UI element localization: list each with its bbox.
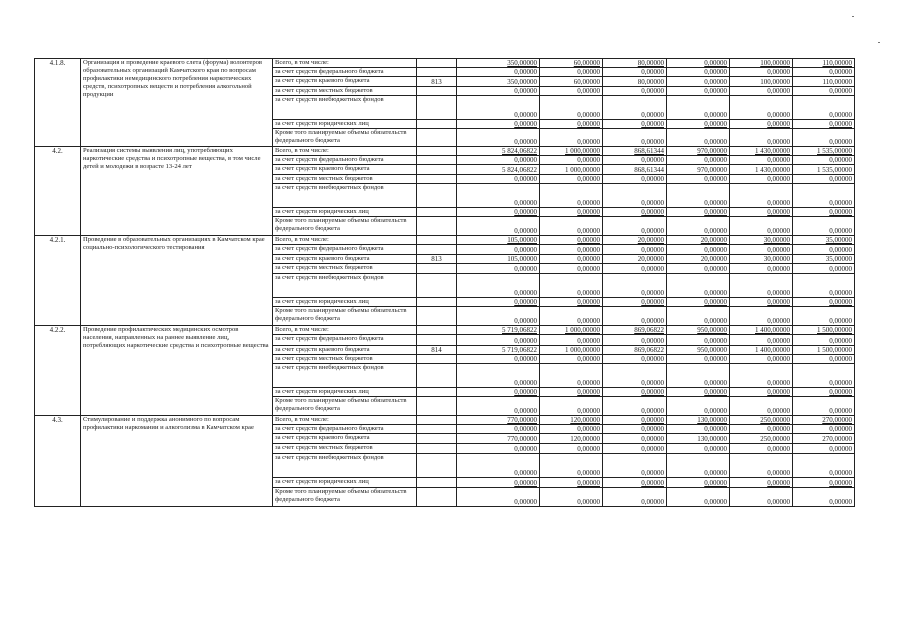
funding-source: за счет средств федерального бюджета bbox=[273, 425, 417, 434]
amount-cell: 0,00000 bbox=[793, 488, 855, 507]
amount-cell: 0,00000 bbox=[793, 156, 855, 165]
amount-cell: 0,00000 bbox=[667, 245, 730, 255]
amount-cell: 0,00000 bbox=[540, 264, 603, 274]
amount-cell: 0,00000 bbox=[793, 388, 855, 397]
amount-cell: 0,00000 bbox=[603, 245, 667, 255]
amount-cell: 0,00000 bbox=[730, 120, 793, 129]
amount-cell: 0,00000 bbox=[730, 397, 793, 416]
amount-cell: 0,00000 bbox=[730, 68, 793, 77]
table-row bbox=[35, 326, 855, 335]
amount-cell: 0,00000 bbox=[603, 364, 667, 388]
amount-cell: 0,00000 bbox=[540, 298, 603, 307]
amount-cell: 0,00000 bbox=[793, 245, 855, 255]
amount-cell: 0,00000 bbox=[457, 87, 540, 96]
amount-cell: 5 824,06822 bbox=[457, 165, 540, 175]
amount-cell: 0,00000 bbox=[730, 444, 793, 454]
amount-cell: 0,00000 bbox=[667, 364, 730, 388]
funding-source: Всего, в том числе: bbox=[273, 236, 417, 245]
table-row bbox=[35, 236, 855, 245]
amount-cell: 0,00000 bbox=[730, 425, 793, 434]
grbs-code bbox=[417, 175, 457, 184]
amount-cell: 0,00000 bbox=[793, 96, 855, 120]
amount-cell: 0,00000 bbox=[457, 129, 540, 147]
grbs-code: 813 bbox=[417, 255, 457, 264]
amount-cell: 105,00000 bbox=[457, 255, 540, 264]
amount-cell: 0,00000 bbox=[730, 184, 793, 208]
grbs-code bbox=[417, 59, 457, 68]
amount-cell: 970,00000 bbox=[667, 147, 730, 156]
amount-cell: 270,00000 bbox=[793, 416, 855, 425]
funding-source: за счет средств краевого бюджета bbox=[273, 346, 417, 355]
grbs-code bbox=[417, 120, 457, 129]
amount-cell: 20,00000 bbox=[603, 236, 667, 245]
item-code: 4.2.1. bbox=[35, 236, 81, 326]
amount-cell: 0,00000 bbox=[730, 355, 793, 364]
amount-cell: 0,00000 bbox=[667, 87, 730, 96]
amount-cell: 0,00000 bbox=[793, 68, 855, 77]
grbs-code bbox=[417, 416, 457, 425]
amount-cell: 35,00000 bbox=[793, 255, 855, 264]
grbs-code bbox=[417, 184, 457, 208]
amount-cell: 0,00000 bbox=[540, 307, 603, 326]
funding-source: за счет средств внебюджетных фондов bbox=[273, 184, 417, 208]
amount-cell: 0,00000 bbox=[540, 68, 603, 77]
item-name: Реализация системы выявления лиц, употребляющих наркотические средства и психотропные вещества, в том числе детей и молодежи в возрасте 13-24 лет bbox=[81, 147, 273, 236]
amount-cell: 20,00000 bbox=[667, 255, 730, 264]
amount-cell: 0,00000 bbox=[540, 120, 603, 129]
amount-cell: 0,00000 bbox=[667, 120, 730, 129]
amount-cell: 0,00000 bbox=[457, 364, 540, 388]
amount-cell: 0,00000 bbox=[603, 425, 667, 434]
amount-cell: 0,00000 bbox=[603, 175, 667, 184]
funding-source: за счет средств местных бюджетов bbox=[273, 175, 417, 184]
amount-cell: 0,00000 bbox=[793, 298, 855, 307]
funding-source: за счет средств юридических лиц bbox=[273, 208, 417, 217]
amount-cell: 1 000,00000 bbox=[540, 326, 603, 335]
amount-cell: 0,00000 bbox=[457, 156, 540, 165]
amount-cell: 869,06822 bbox=[603, 326, 667, 335]
amount-cell: 0,00000 bbox=[457, 120, 540, 129]
grbs-code bbox=[417, 208, 457, 217]
funding-source: за счет средств федерального бюджета bbox=[273, 335, 417, 346]
amount-cell: 5 824,06822 bbox=[457, 147, 540, 156]
amount-cell: 1 500,00000 bbox=[793, 346, 855, 355]
funding-source: за счет средств юридических лиц bbox=[273, 478, 417, 488]
grbs-code bbox=[417, 388, 457, 397]
amount-cell: 0,00000 bbox=[667, 175, 730, 184]
amount-cell: 0,00000 bbox=[793, 478, 855, 488]
amount-cell: 970,00000 bbox=[667, 165, 730, 175]
program-funding-table bbox=[34, 58, 855, 507]
amount-cell: 0,00000 bbox=[667, 388, 730, 397]
amount-cell: 35,00000 bbox=[793, 236, 855, 245]
amount-cell: 0,00000 bbox=[603, 416, 667, 425]
grbs-code bbox=[417, 434, 457, 444]
amount-cell: 1 500,00000 bbox=[793, 326, 855, 335]
grbs-code bbox=[417, 355, 457, 364]
amount-cell: 0,00000 bbox=[457, 298, 540, 307]
grbs-code bbox=[417, 307, 457, 326]
amount-cell: 0,00000 bbox=[457, 388, 540, 397]
amount-cell: 0,00000 bbox=[540, 184, 603, 208]
amount-cell: 0,00000 bbox=[667, 454, 730, 478]
amount-cell: 0,00000 bbox=[603, 388, 667, 397]
amount-cell: 0,00000 bbox=[793, 120, 855, 129]
amount-cell: 0,00000 bbox=[540, 488, 603, 507]
amount-cell: 0,00000 bbox=[603, 87, 667, 96]
amount-cell: 0,00000 bbox=[603, 397, 667, 416]
amount-cell: 0,00000 bbox=[730, 208, 793, 217]
grbs-code bbox=[417, 245, 457, 255]
amount-cell: 868,61344 bbox=[603, 165, 667, 175]
item-code: 4.2. bbox=[35, 147, 81, 236]
amount-cell: 0,00000 bbox=[457, 355, 540, 364]
amount-cell: 0,00000 bbox=[540, 454, 603, 478]
funding-source: за счет средств федерального бюджета bbox=[273, 156, 417, 165]
amount-cell: 0,00000 bbox=[457, 96, 540, 120]
amount-cell: 0,00000 bbox=[667, 129, 730, 147]
amount-cell: 100,00000 bbox=[730, 77, 793, 87]
grbs-code bbox=[417, 335, 457, 346]
grbs-code bbox=[417, 397, 457, 416]
amount-cell: 0,00000 bbox=[793, 454, 855, 478]
funding-source: за счет средств внебюджетных фондов bbox=[273, 274, 417, 298]
amount-cell: 0,00000 bbox=[793, 444, 855, 454]
amount-cell: 0,00000 bbox=[603, 68, 667, 77]
grbs-code: 813 bbox=[417, 77, 457, 87]
amount-cell: 0,00000 bbox=[603, 478, 667, 488]
amount-cell: 0,00000 bbox=[457, 208, 540, 217]
amount-cell: 0,00000 bbox=[540, 175, 603, 184]
amount-cell: 0,00000 bbox=[603, 355, 667, 364]
amount-cell: 0,00000 bbox=[793, 397, 855, 416]
funding-source: за счет средств краевого бюджета bbox=[273, 165, 417, 175]
funding-source: Кроме того планируемые объемы обязательств федерального бюджета bbox=[273, 488, 417, 507]
amount-cell: 0,00000 bbox=[457, 175, 540, 184]
amount-cell: 0,00000 bbox=[457, 444, 540, 454]
amount-cell: 0,00000 bbox=[667, 96, 730, 120]
grbs-code bbox=[417, 217, 457, 236]
amount-cell: 0,00000 bbox=[730, 488, 793, 507]
amount-cell: 0,00000 bbox=[540, 255, 603, 264]
item-name: Проведение в образовательных организациях в Камчатском крае социально-психологического тестирования bbox=[81, 236, 273, 326]
amount-cell: 0,00000 bbox=[793, 264, 855, 274]
amount-cell: 110,00000 bbox=[793, 77, 855, 87]
amount-cell: 0,00000 bbox=[730, 175, 793, 184]
grbs-code bbox=[417, 156, 457, 165]
grbs-code bbox=[417, 326, 457, 335]
amount-cell: 0,00000 bbox=[667, 355, 730, 364]
amount-cell: 0,00000 bbox=[730, 274, 793, 298]
amount-cell: 350,00000 bbox=[457, 77, 540, 87]
grbs-code bbox=[417, 454, 457, 478]
amount-cell: 0,00000 bbox=[793, 208, 855, 217]
amount-cell: 0,00000 bbox=[457, 335, 540, 346]
amount-cell: 0,00000 bbox=[730, 307, 793, 326]
amount-cell: 0,00000 bbox=[457, 478, 540, 488]
amount-cell: 0,00000 bbox=[793, 364, 855, 388]
amount-cell: 0,00000 bbox=[667, 425, 730, 434]
grbs-code bbox=[417, 236, 457, 245]
amount-cell: 0,00000 bbox=[457, 425, 540, 434]
amount-cell: 105,00000 bbox=[457, 236, 540, 245]
amount-cell: 0,00000 bbox=[603, 454, 667, 478]
amount-cell: 0,00000 bbox=[667, 77, 730, 87]
amount-cell: 0,00000 bbox=[603, 488, 667, 507]
amount-cell: 0,00000 bbox=[603, 217, 667, 236]
amount-cell: 0,00000 bbox=[667, 298, 730, 307]
amount-cell: 0,00000 bbox=[603, 335, 667, 346]
grbs-code bbox=[417, 298, 457, 307]
amount-cell: 0,00000 bbox=[730, 478, 793, 488]
amount-cell: 250,00000 bbox=[730, 434, 793, 444]
amount-cell: 0,00000 bbox=[793, 425, 855, 434]
amount-cell: 20,00000 bbox=[667, 236, 730, 245]
funding-source: за счет средств юридических лиц bbox=[273, 388, 417, 397]
amount-cell: 869,06822 bbox=[603, 346, 667, 355]
amount-cell: 1 400,00000 bbox=[730, 346, 793, 355]
amount-cell: 1 000,00000 bbox=[540, 165, 603, 175]
amount-cell: 20,00000 bbox=[603, 255, 667, 264]
amount-cell: 0,00000 bbox=[793, 355, 855, 364]
grbs-code bbox=[417, 425, 457, 434]
amount-cell: 0,00000 bbox=[603, 96, 667, 120]
funding-source: за счет средств местных бюджетов bbox=[273, 87, 417, 96]
amount-cell: 120,00000 bbox=[540, 416, 603, 425]
grbs-code bbox=[417, 264, 457, 274]
amount-cell: 5 719,06822 bbox=[457, 326, 540, 335]
amount-cell: 0,00000 bbox=[457, 274, 540, 298]
amount-cell: 0,00000 bbox=[730, 129, 793, 147]
amount-cell: 868,61344 bbox=[603, 147, 667, 156]
amount-cell: 0,00000 bbox=[667, 264, 730, 274]
amount-cell: 0,00000 bbox=[793, 184, 855, 208]
amount-cell: 0,00000 bbox=[793, 175, 855, 184]
grbs-code bbox=[417, 96, 457, 120]
item-name: Проведение профилактических медицинских осмотров населения, направленных на раннее выявление лиц, потребляющих наркотические средства и психотропные вещества bbox=[81, 326, 273, 416]
amount-cell: 0,00000 bbox=[730, 87, 793, 96]
amount-cell: 80,00000 bbox=[603, 77, 667, 87]
amount-cell: 0,00000 bbox=[603, 184, 667, 208]
amount-cell: 0,00000 bbox=[603, 129, 667, 147]
amount-cell: 0,00000 bbox=[540, 245, 603, 255]
amount-cell: 1 535,00000 bbox=[793, 147, 855, 156]
amount-cell: 0,00000 bbox=[540, 444, 603, 454]
amount-cell: 0,00000 bbox=[540, 274, 603, 298]
amount-cell: 120,00000 bbox=[540, 434, 603, 444]
amount-cell: 0,00000 bbox=[603, 307, 667, 326]
amount-cell: 250,00000 bbox=[730, 416, 793, 425]
grbs-code bbox=[417, 364, 457, 388]
grbs-code bbox=[417, 129, 457, 147]
item-code: 4.3. bbox=[35, 416, 81, 507]
amount-cell: 0,00000 bbox=[667, 444, 730, 454]
amount-cell: 0,00000 bbox=[730, 264, 793, 274]
amount-cell: 0,00000 bbox=[540, 335, 603, 346]
amount-cell: 0,00000 bbox=[603, 208, 667, 217]
amount-cell: 0,00000 bbox=[603, 264, 667, 274]
amount-cell: 60,00000 bbox=[540, 77, 603, 87]
table-row bbox=[35, 59, 855, 68]
grbs-code bbox=[417, 488, 457, 507]
amount-cell: 60,00000 bbox=[540, 59, 603, 68]
amount-cell: 0,00000 bbox=[540, 156, 603, 165]
amount-cell: 0,00000 bbox=[667, 156, 730, 165]
amount-cell: 0,00000 bbox=[540, 425, 603, 434]
amount-cell: 0,00000 bbox=[540, 478, 603, 488]
amount-cell: 0,00000 bbox=[603, 444, 667, 454]
amount-cell: 0,00000 bbox=[667, 59, 730, 68]
amount-cell: 0,00000 bbox=[540, 388, 603, 397]
amount-cell: 0,00000 bbox=[730, 388, 793, 397]
amount-cell: 5 719,06822 bbox=[457, 346, 540, 355]
amount-cell: 0,00000 bbox=[730, 335, 793, 346]
grbs-code bbox=[417, 444, 457, 454]
amount-cell: 0,00000 bbox=[457, 68, 540, 77]
item-code: 4.1.8. bbox=[35, 59, 81, 147]
amount-cell: 110,00000 bbox=[793, 59, 855, 68]
amount-cell: 0,00000 bbox=[540, 397, 603, 416]
item-name: Организация и проведение краевого слета (форума) волонтеров образовательных организаций Камчатского края по вопросам профилактики немедицинского потребления наркотических средств, психотропных веществ и потребления алкогольной продукции bbox=[81, 59, 273, 147]
amount-cell: 0,00000 bbox=[793, 274, 855, 298]
grbs-code: 814 bbox=[417, 346, 457, 355]
amount-cell: 0,00000 bbox=[603, 156, 667, 165]
amount-cell: 0,00000 bbox=[457, 245, 540, 255]
amount-cell: 950,00000 bbox=[667, 346, 730, 355]
amount-cell: 0,00000 bbox=[667, 335, 730, 346]
amount-cell: 0,00000 bbox=[793, 307, 855, 326]
amount-cell: 0,00000 bbox=[730, 364, 793, 388]
funding-source: за счет средств федерального бюджета bbox=[273, 245, 417, 255]
funding-source: за счет средств юридических лиц bbox=[273, 120, 417, 129]
amount-cell: 0,00000 bbox=[457, 488, 540, 507]
funding-source: за счет средств федерального бюджета bbox=[273, 68, 417, 77]
scan-speck bbox=[878, 42, 880, 43]
amount-cell: 770,00000 bbox=[457, 416, 540, 425]
grbs-code bbox=[417, 87, 457, 96]
funding-source: за счет средств местных бюджетов bbox=[273, 355, 417, 364]
amount-cell: 0,00000 bbox=[667, 478, 730, 488]
funding-source: за счет средств местных бюджетов bbox=[273, 444, 417, 454]
amount-cell: 0,00000 bbox=[730, 217, 793, 236]
amount-cell: 0,00000 bbox=[603, 298, 667, 307]
amount-cell: 80,00000 bbox=[603, 59, 667, 68]
amount-cell: 0,00000 bbox=[457, 264, 540, 274]
amount-cell: 0,00000 bbox=[793, 217, 855, 236]
amount-cell: 1 000,00000 bbox=[540, 147, 603, 156]
amount-cell: 0,00000 bbox=[540, 217, 603, 236]
funding-source: за счет средств местных бюджетов bbox=[273, 264, 417, 274]
amount-cell: 0,00000 bbox=[457, 397, 540, 416]
amount-cell: 0,00000 bbox=[793, 335, 855, 346]
funding-source: за счет средств краевого бюджета bbox=[273, 434, 417, 444]
amount-cell: 0,00000 bbox=[540, 364, 603, 388]
table-row bbox=[35, 416, 855, 425]
item-name: Стимулирование и поддержка анонимного по вопросам профилактики наркомании и алкоголизма в Камчатском крае bbox=[81, 416, 273, 507]
scan-speck bbox=[852, 16, 854, 17]
amount-cell: 0,00000 bbox=[793, 87, 855, 96]
funding-source: за счет средств краевого бюджета bbox=[273, 255, 417, 264]
amount-cell: 0,00000 bbox=[457, 307, 540, 326]
funding-source: Кроме того планируемые объемы обязательств федерального бюджета bbox=[273, 397, 417, 416]
amount-cell: 30,00000 bbox=[730, 236, 793, 245]
funding-source: Кроме того планируемые объемы обязательств федерального бюджета bbox=[273, 129, 417, 147]
funding-source: за счет средств внебюджетных фондов bbox=[273, 454, 417, 478]
amount-cell: 0,00000 bbox=[730, 454, 793, 478]
grbs-code bbox=[417, 68, 457, 77]
amount-cell: 0,00000 bbox=[603, 274, 667, 298]
grbs-code bbox=[417, 478, 457, 488]
amount-cell: 1 535,00000 bbox=[793, 165, 855, 175]
funding-source: Всего, в том числе: bbox=[273, 59, 417, 68]
amount-cell: 30,00000 bbox=[730, 255, 793, 264]
amount-cell: 0,00000 bbox=[667, 274, 730, 298]
amount-cell: 270,00000 bbox=[793, 434, 855, 444]
funding-source: Всего, в том числе: bbox=[273, 416, 417, 425]
amount-cell: 0,00000 bbox=[667, 307, 730, 326]
amount-cell: 130,00000 bbox=[667, 416, 730, 425]
amount-cell: 350,00000 bbox=[457, 59, 540, 68]
amount-cell: 0,00000 bbox=[793, 129, 855, 147]
amount-cell: 1 430,00000 bbox=[730, 147, 793, 156]
amount-cell: 0,00000 bbox=[540, 129, 603, 147]
amount-cell: 1 400,00000 bbox=[730, 326, 793, 335]
grbs-code bbox=[417, 147, 457, 156]
amount-cell: 0,00000 bbox=[603, 120, 667, 129]
amount-cell: 0,00000 bbox=[730, 245, 793, 255]
amount-cell: 0,00000 bbox=[667, 184, 730, 208]
amount-cell: 0,00000 bbox=[667, 68, 730, 77]
amount-cell: 1 000,00000 bbox=[540, 346, 603, 355]
funding-source: за счет средств юридических лиц bbox=[273, 298, 417, 307]
amount-cell: 0,00000 bbox=[540, 236, 603, 245]
funding-source: за счет средств внебюджетных фондов bbox=[273, 96, 417, 120]
grbs-code bbox=[417, 165, 457, 175]
amount-cell: 0,00000 bbox=[667, 217, 730, 236]
grbs-code bbox=[417, 274, 457, 298]
amount-cell: 0,00000 bbox=[603, 434, 667, 444]
amount-cell: 0,00000 bbox=[540, 355, 603, 364]
amount-cell: 0,00000 bbox=[730, 96, 793, 120]
amount-cell: 770,00000 bbox=[457, 434, 540, 444]
amount-cell: 0,00000 bbox=[457, 184, 540, 208]
amount-cell: 130,00000 bbox=[667, 434, 730, 444]
amount-cell: 950,00000 bbox=[667, 326, 730, 335]
funding-source: Всего, в том числе: bbox=[273, 326, 417, 335]
amount-cell: 1 430,00000 bbox=[730, 165, 793, 175]
funding-source: Всего, в том числе: bbox=[273, 147, 417, 156]
amount-cell: 0,00000 bbox=[667, 208, 730, 217]
amount-cell: 0,00000 bbox=[457, 217, 540, 236]
funding-source: Кроме того планируемые объемы обязательств федерального бюджета bbox=[273, 307, 417, 326]
amount-cell: 0,00000 bbox=[667, 397, 730, 416]
item-code: 4.2.2. bbox=[35, 326, 81, 416]
amount-cell: 0,00000 bbox=[540, 96, 603, 120]
amount-cell: 0,00000 bbox=[457, 454, 540, 478]
funding-source: за счет средств краевого бюджета bbox=[273, 77, 417, 87]
amount-cell: 0,00000 bbox=[540, 208, 603, 217]
amount-cell: 0,00000 bbox=[730, 298, 793, 307]
table-row bbox=[35, 147, 855, 156]
amount-cell: 0,00000 bbox=[730, 156, 793, 165]
amount-cell: 0,00000 bbox=[667, 488, 730, 507]
amount-cell: 100,00000 bbox=[730, 59, 793, 68]
funding-source: за счет средств внебюджетных фондов bbox=[273, 364, 417, 388]
amount-cell: 0,00000 bbox=[540, 87, 603, 96]
funding-source: Кроме того планируемые объемы обязательств федерального бюджета bbox=[273, 217, 417, 236]
